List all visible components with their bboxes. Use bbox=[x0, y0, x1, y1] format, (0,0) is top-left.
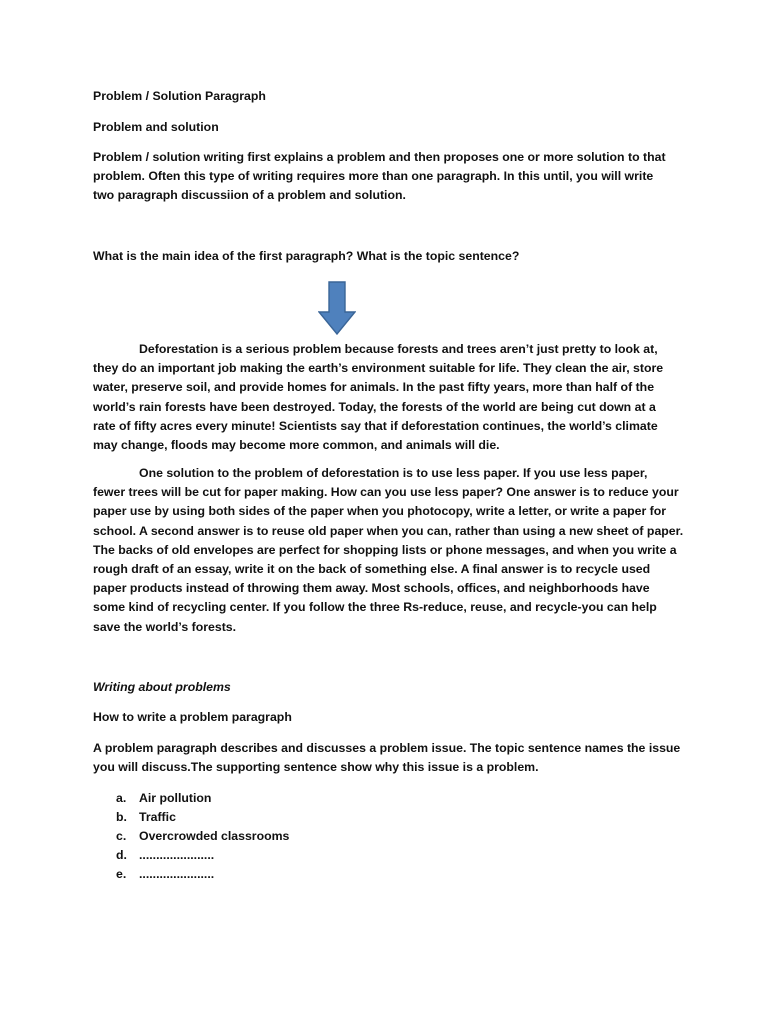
main-idea-question: What is the main idea of the first paragraph? What is the topic sentence? bbox=[93, 249, 520, 263]
list-item-text: ...................... bbox=[139, 867, 215, 881]
section-subheading: How to write a problem paragraph bbox=[93, 710, 292, 724]
list-item bbox=[93, 865, 493, 884]
list-item bbox=[93, 827, 493, 846]
solution-line: some kind of recycling center. If you follow the three Rs-reduce, reuse, and recycle-you can help bbox=[93, 600, 657, 615]
solution-line: One solution to the problem of deforestation is to use less paper. If you use less paper, bbox=[139, 466, 648, 480]
list-marker: e. bbox=[116, 867, 127, 881]
list-item-text: Traffic bbox=[139, 810, 176, 824]
problem-paragraph bbox=[93, 340, 683, 455]
list-marker: c. bbox=[116, 829, 127, 843]
down-arrow-icon bbox=[318, 281, 356, 335]
section-paragraph bbox=[93, 739, 683, 777]
solution-line: paper products instead of throwing them away. Most schools, offices, and neighborhoods have bbox=[93, 581, 650, 596]
list-marker: b. bbox=[116, 810, 127, 824]
intro-line: Problem / solution writing first explains a problem and then proposes one or more solution to that bbox=[93, 150, 666, 164]
list-item-text: ...................... bbox=[139, 848, 215, 862]
section-line: you will discuss.The supporting sentence show why this issue is a problem. bbox=[93, 760, 539, 775]
list-item bbox=[93, 846, 493, 865]
solution-line: save the world’s forests. bbox=[93, 619, 237, 634]
solution-paragraph bbox=[93, 464, 683, 637]
intro-line: problem. Often this type of writing requires more than one paragraph. In this until, you will write bbox=[93, 169, 654, 184]
solution-line: school. A second answer is to reuse old paper when you can, rather than using a new sheet of paper. bbox=[93, 523, 684, 538]
problem-line: world’s rain forests have been destroyed. Today, the forests of the world are being cut down at a bbox=[93, 399, 656, 414]
section-heading: Writing about problems bbox=[93, 680, 231, 694]
solution-line: paper use by using both sides of the paper when you photocopy, write a letter, or write a paper for bbox=[93, 504, 667, 519]
section-line: A problem paragraph describes and discusses a problem issue. The topic sentence names the issue bbox=[93, 741, 681, 755]
solution-line: fewer trees will be cut for paper making. How can you use less paper? One answer is to reduce your bbox=[93, 485, 679, 500]
list-item bbox=[93, 808, 493, 827]
solution-line: The backs of old envelopes are perfect for shopping lists or phone messages, and when you write a bbox=[93, 542, 677, 557]
list-item-text: Air pollution bbox=[139, 791, 212, 805]
problem-line: they do an important job making the earth’s environment suitable for life. They clean the air, store bbox=[93, 361, 664, 376]
intro-line: two paragraph discussiion of a problem and solution. bbox=[93, 188, 406, 203]
list-item bbox=[93, 789, 493, 808]
problem-line: Deforestation is a serious problem because forests and trees aren’t just pretty to look at, bbox=[139, 342, 658, 356]
document-subtitle: Problem and solution bbox=[93, 120, 219, 134]
document-title: Problem / Solution Paragraph bbox=[93, 89, 266, 103]
solution-line: rough draft of an essay, write it on the back of something else. A final answer is to recycle used bbox=[93, 562, 651, 577]
list-item-text: Overcrowded classrooms bbox=[139, 829, 290, 843]
problem-line: rate of fifty acres every minute! Scientists say that if deforestation continues, the world’s climate bbox=[93, 418, 658, 433]
list-marker: a. bbox=[116, 791, 127, 805]
problem-examples-list bbox=[93, 789, 493, 884]
list-marker: d. bbox=[116, 848, 127, 862]
problem-line: may change, floods may become more common, and animals will die. bbox=[93, 438, 500, 453]
problem-line: water, preserve soil, and provide homes for animals. In the past fifty years, more than half of the bbox=[93, 380, 655, 395]
intro-paragraph bbox=[93, 148, 683, 206]
